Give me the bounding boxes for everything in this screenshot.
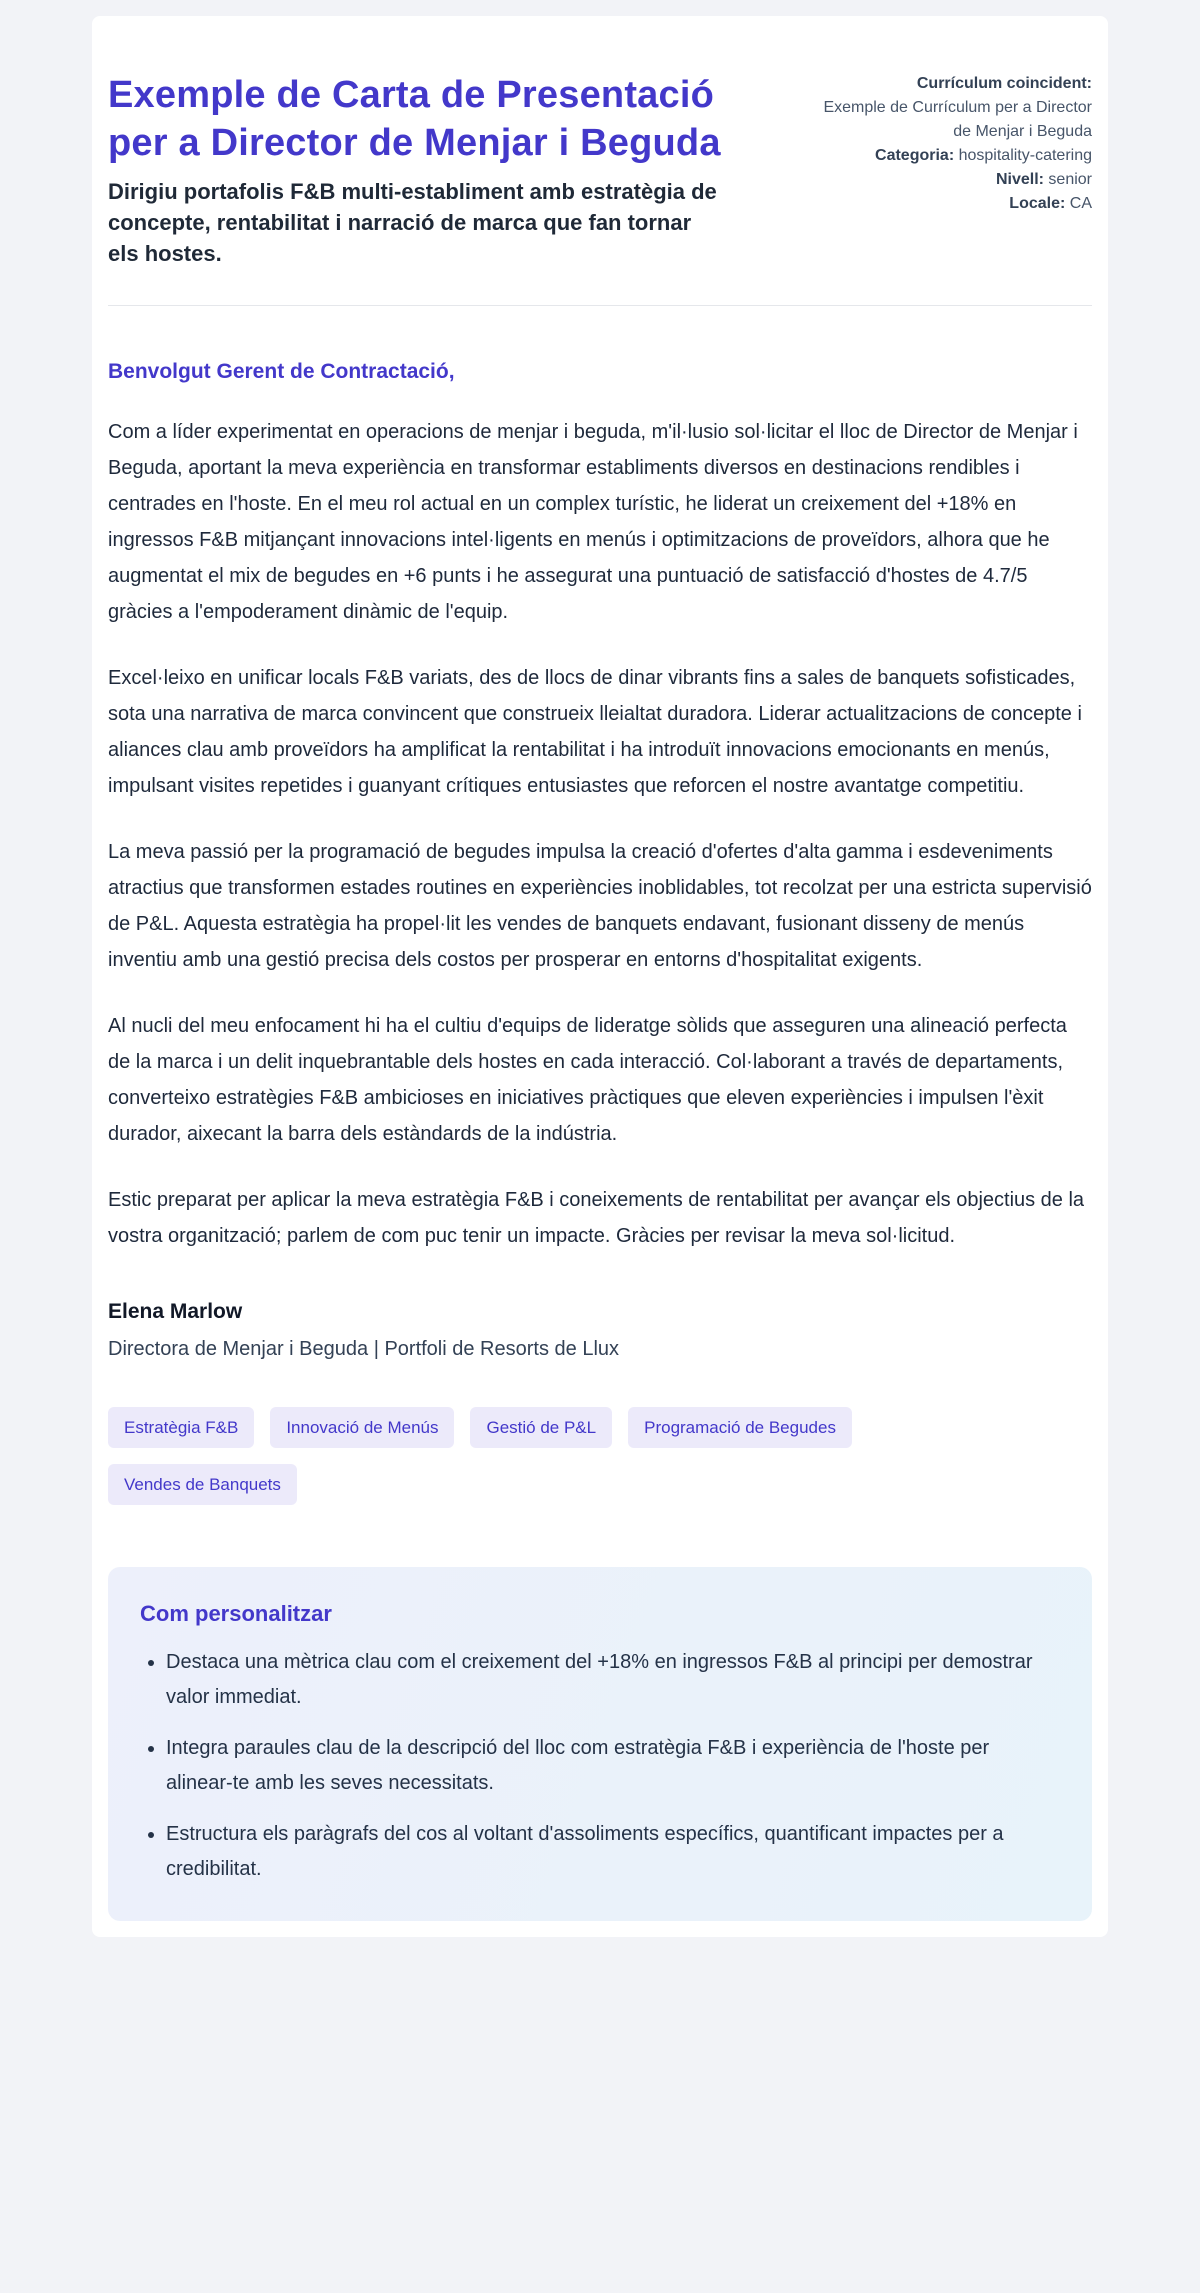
letter-paragraph: Al nucli del meu enfocament hi ha el cultiu d'equips de lideratge sòlids que asseguren una alineació perfecta de la marca i un delit inquebrantable dels hostes en cada interacció. Col·laborant a través de departaments, converteixo estratègies F&B ambicioses en iniciatives pràctiques que eleven experiències i impulsen l'èxit durador, aixecant la barra dels estàndards de la indústria. [108, 1015, 1067, 1146]
tag-chip: Estratègia F&B [108, 1407, 254, 1448]
tip-item: • Estructura els paràgrafs del cos al voltant d'assoliments específics, quantificant impactes per a credibilitat. [166, 1817, 1046, 1887]
customization-tips-box [108, 1567, 1092, 1921]
tip-item: • Integra paraules clau de la descripció del lloc com estratègia F&B i experiència de l'hoste per alinear-te amb les seves necessitats. [166, 1731, 1046, 1801]
meta-resume-label [820, 72, 1092, 96]
meta-locale-row [820, 192, 1092, 216]
letter-paragraph: Excel·leixo en unificar locals F&B variats, des de llocs de dinar vibrants fins a sales de banquets sofisticades, sota una narrativa de marca convincent que construeix lleialtat duradora. Liderar actualitzacions de concepte i aliances clau amb proveïdors ha amplificat la rentabilitat i ha introduït innovacions emocionants en menús, impulsant visites repetides i guanyant crítiques entusiastes que reforcen el nostre avantatge competitiu. [108, 667, 1082, 798]
tip-item: • Destaca una mètrica clau com el creixement del +18% en ingressos F&B al principi per demostrar valor immediat. [166, 1645, 1046, 1715]
tag-chip: Innovació de Menús [270, 1407, 454, 1448]
meta-resume-label-text: Currículum coincident: [916, 75, 1092, 92]
tips-list [140, 1645, 1060, 1887]
header [108, 72, 1092, 269]
salutation: Benvolgut Gerent de Contractació, [108, 360, 455, 384]
meta-category-row [820, 144, 1092, 168]
tag-chip: Vendes de Banquets [108, 1464, 297, 1505]
tips-title: Com personalitzar [140, 1601, 332, 1627]
tag-list [108, 1407, 968, 1505]
meta-level-value: senior [1048, 171, 1092, 188]
meta-category-label: Categoria: [875, 147, 955, 164]
letter-paragraph: Estic preparat per aplicar la meva estratègia F&B i coneixements de rentabilitat per avançar els objectius de la vostra organització; parlem de com puc tenir un impacte. Gràcies per revisar la meva sol·licitud. [108, 1189, 1085, 1248]
tag-chip: Programació de Begudes [628, 1407, 852, 1448]
matching-resume-link[interactable]: Exemple de Currículum per a Director de Menjar i Beguda [823, 99, 1092, 140]
meta-category-value: hospitality-catering [958, 147, 1092, 164]
meta-resume-value-row [820, 96, 1092, 144]
meta-level-row [820, 168, 1092, 192]
page-subtitle: Dirigiu portafolis F&B multi-establiment amb estratègia de concepte, rentabilitat i narració de marca que fan tornar els hostes. [108, 179, 717, 266]
meta-locale-value: CA [1069, 195, 1092, 212]
tag-chip: Gestió de P&L [470, 1407, 612, 1448]
cover-letter-card [92, 16, 1108, 1937]
meta-panel [820, 72, 1092, 216]
meta-locale-label: Locale: [1009, 195, 1066, 212]
meta-level-label: Nivell: [995, 171, 1044, 188]
signature-name: Elena Marlow [108, 1300, 243, 1324]
letter-paragraph: La meva passió per la programació de begudes impulsa la creació d'ofertes d'alta gamma i esdeveniments atractius que transformen estades routines en experiències inoblidables, tot recolzat per una estricta supervisió de P&L. Aquesta estratègia ha propel·lit les vendes de banquets endavant, fusionant disseny de menús inventiu amb una gestió precisa dels costos per prosperar en entorns d'hospitalitat exigents. [108, 841, 1092, 972]
header-divider [108, 305, 1092, 306]
signature-role: Directora de Menjar i Beguda | Portfoli de Resorts de Llux [108, 1338, 620, 1361]
letter-paragraph: Com a líder experimentat en operacions de menjar i beguda, m'il·lusio sol·licitar el lloc de Director de Menjar i Beguda, aportant la meva experiència en transformar establiments diversos en destinacions rendibles i centrades en l'hoste. En el meu rol actual en un complex turístic, he liderat un creixement del +18% en ingressos F&B mitjançant innovacions intel·ligents en menús i optimitzacions de proveïdors, alhora que he augmentat el mix de begudes en +6 punts i he assegurat una puntuació de satisfacció d'hostes de 4.7/5 gràcies a l'empoderament dinàmic de l'equip. [108, 421, 1078, 624]
page-title: Exemple de Carta de Presentació per a Director de Menjar i Beguda [108, 74, 721, 164]
header-title-block [108, 72, 796, 269]
